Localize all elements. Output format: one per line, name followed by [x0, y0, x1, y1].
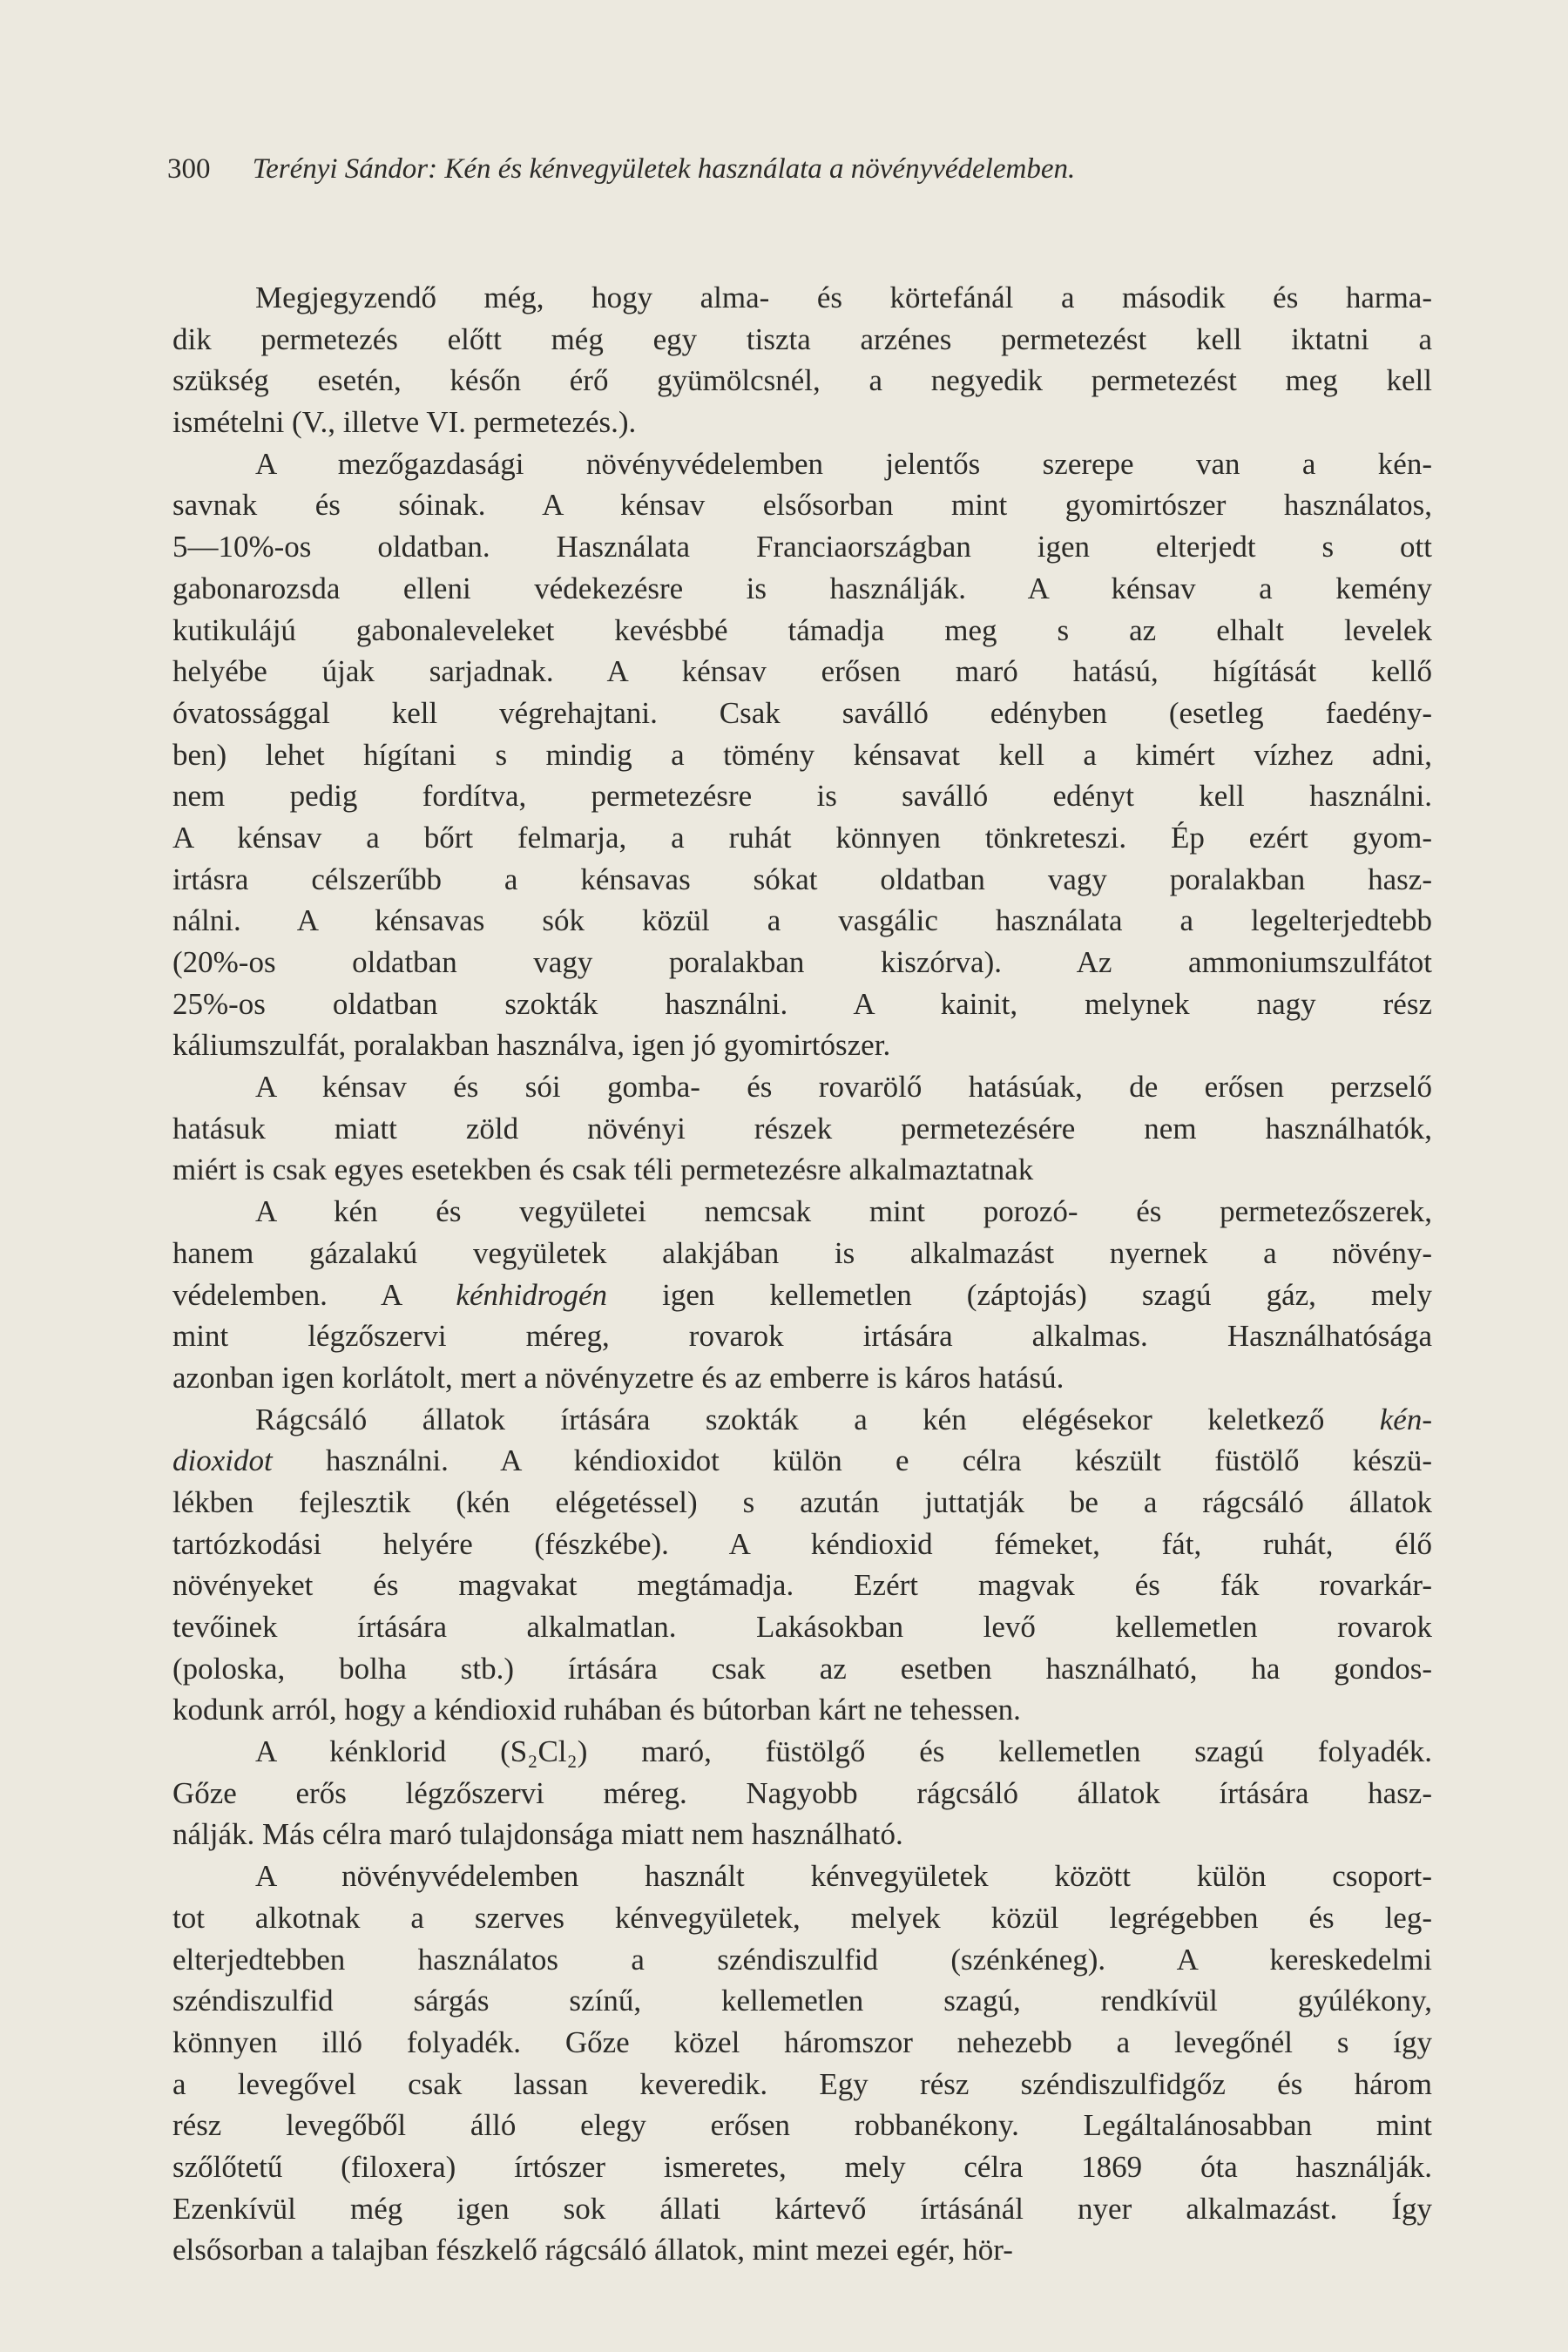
paragraph — [172, 1399, 1432, 1732]
text-line: hatásuk miatt zöld növényi részek permetezésére nem használhatók, — [172, 1111, 1432, 1146]
text-line: kodunk arról, hogy a kéndioxid ruhában és bútorban kárt ne tehessen. — [172, 1693, 1021, 1727]
paragraph — [172, 1066, 1432, 1191]
text-line: lékben fejlesztik (kén elégetéssel) s azután juttatják be a rágcsáló állatok — [172, 1484, 1432, 1519]
text-line: dik permetezés előtt még egy tiszta arzénes permetezést kell iktatni a — [172, 321, 1432, 356]
text-line: helyébe újak sarjadnak. A kénsav erősen maró hatású, hígítását kellő — [172, 654, 1432, 689]
text-line: (20%-os oldatban vagy poralakban kiszórva). Az ammoniumszulfátot — [172, 945, 1432, 979]
text-line: irtásra célszerűbb a kénsavas sókat oldatban vagy poralakban hasz- — [172, 862, 1432, 896]
paragraph — [172, 277, 1432, 443]
paragraph — [172, 1855, 1432, 2271]
paragraph — [172, 1731, 1432, 1855]
text-line: ismételni (V., illetve VI. permetezés.). — [172, 405, 637, 440]
text-line: A mezőgazdasági növényvédelemben jelentős szerepe van a kén- — [255, 446, 1432, 481]
text-line: nálni. A kénsavas sók közül a vasgálic használata a legelterjedtebb — [172, 903, 1432, 938]
text-line: mint légzőszervi méreg, rovarok irtására alkalmas. Használhatósága — [172, 1319, 1432, 1354]
text-line: A növényvédelemben használt kénvegyületek között külön csoport- — [255, 1859, 1432, 1894]
paragraph — [172, 443, 1432, 1066]
text-line: A kénsav a bőrt felmarja, a ruhát könnyen tönkreteszi. Ép ezért gyom- — [172, 820, 1432, 855]
text-line: növényeket és magvakat megtámadja. Ezért magvak és fák rovarkár- — [172, 1568, 1432, 1603]
text-line: A kénsav és sói gomba- és rovarölő hatásúak, de erősen perzselő — [255, 1070, 1432, 1105]
page-number: 300 — [167, 153, 211, 185]
text-line: rész levegőből álló elegy erősen robbanékony. Legáltalánosabban mint — [172, 2108, 1432, 2143]
text-line: Gőze erős légzőszervi méreg. Nagyobb rágcsáló állatok írtására hasz- — [172, 1775, 1432, 1810]
text-line: elsősorban a talajban fészkelő rágcsáló állatok, mint mezei egér, hör- — [172, 2233, 1013, 2268]
italic-term: dioxidot — [172, 1443, 273, 1478]
italic-term: kén- — [1379, 1402, 1432, 1436]
italic-term: kénhidrogén — [456, 1277, 608, 1312]
text-line: ben) lehet hígítani s mindig a tömény kénsavat kell a kimért vízhez adni, — [172, 737, 1432, 772]
text-line: a levegővel csak lassan keveredik. Egy rész széndiszulfidgőz és három — [172, 2066, 1432, 2101]
text-line: azonban igen korlátolt, mert a növényzetre és az emberre is káros hatású. — [172, 1360, 1064, 1395]
text-line: könnyen illó folyadék. Gőze közel háromszor nehezebb a levegőnél s így — [172, 2024, 1432, 2059]
text-line: védelemben. A kénhidrogén igen kellemetlen (záptojás) szagú gáz, mely — [172, 1277, 1432, 1312]
text-line: káliumszulfát, poralakban használva, igen jó gyomirtószer. — [172, 1028, 891, 1063]
paragraph — [172, 1191, 1432, 1398]
running-header — [167, 152, 1430, 186]
text-line: gabonarozsda elleni védekezésre is használják. A kénsav a kemény — [172, 571, 1432, 605]
text-line: (poloska, bolha stb.) írtására csak az esetben használható, ha gondos- — [172, 1651, 1432, 1686]
text-line: tartózkodási helyére (fészkébe). A kéndioxid fémeket, fát, ruhát, élő — [172, 1526, 1432, 1561]
text-line: elterjedtebben használatos a széndiszulfid (szénkéneg). A kereskedelmi — [172, 1942, 1432, 1977]
text-line: A kénklorid (S₂Cl₂) maró, füstölgő és kellemetlen szagú folyadék. — [255, 1734, 1432, 1769]
text-line: kutikulájú gabonaleveleket kevésbbé támadja meg s az elhalt levelek — [172, 612, 1432, 647]
text-line: tevőinek írtására alkalmatlan. Lakásokban levő kellemetlen rovarok — [172, 1610, 1432, 1644]
text-line: széndiszulfid sárgás színű, kellemetlen szagú, rendkívül gyúlékony, — [172, 1984, 1432, 2018]
text-line: hanem gázalakú vegyületek alakjában is alkalmazást nyernek a növény- — [172, 1235, 1432, 1270]
text-line: dioxidot használni. A kéndioxidot külön e célra készült füstölő készü- — [172, 1443, 1432, 1478]
text-line: 5—10%-os oldatban. Használata Franciaországban igen elterjedt s ott — [172, 530, 1432, 564]
text-line: Rágcsáló állatok írtására szokták a kén elégésekor keletkező kén- — [255, 1402, 1432, 1436]
text-line: Ezenkívül még igen sok állati kártevő írtásánál nyer alkalmazást. Így — [172, 2191, 1432, 2226]
text-line: nálják. Más célra maró tulajdonsága miatt nem használható. — [172, 1817, 903, 1852]
text-line: A kén és vegyületei nemcsak mint porozó- és permetezőszerek, — [255, 1194, 1432, 1229]
text-line: savnak és sóinak. A kénsav elsősorban mint gyomirtószer használatos, — [172, 488, 1432, 523]
text-line: 25%-os oldatban szokták használni. A kainit, melynek nagy rész — [172, 986, 1432, 1021]
running-title: Terényi Sándor: Kén és kénvegyületek használata a növényvédelemben. — [252, 153, 1076, 185]
text-line: Megjegyzendő még, hogy alma- és körtefánál a második és harma- — [255, 280, 1432, 314]
text-line: szükség esetén, későn érő gyümölcsnél, a negyedik permetezést meg kell — [172, 363, 1432, 398]
body-text — [172, 277, 1432, 2271]
text-line: miért is csak egyes esetekben és csak téli permetezésre alkalmaztatnak — [172, 1152, 1034, 1187]
text-line: óvatossággal kell végrehajtani. Csak saválló edényben (esetleg faedény- — [172, 695, 1432, 730]
text-line: szőlőtetű (filoxera) írtószer ismeretes, mely célra 1869 óta használják. — [172, 2149, 1432, 2184]
text-line: nem pedig fordítva, permetezésre is saválló edényt kell használni. — [172, 779, 1432, 814]
text-line: tot alkotnak a szerves kénvegyületek, melyek közül legrégebben és leg- — [172, 1900, 1432, 1935]
